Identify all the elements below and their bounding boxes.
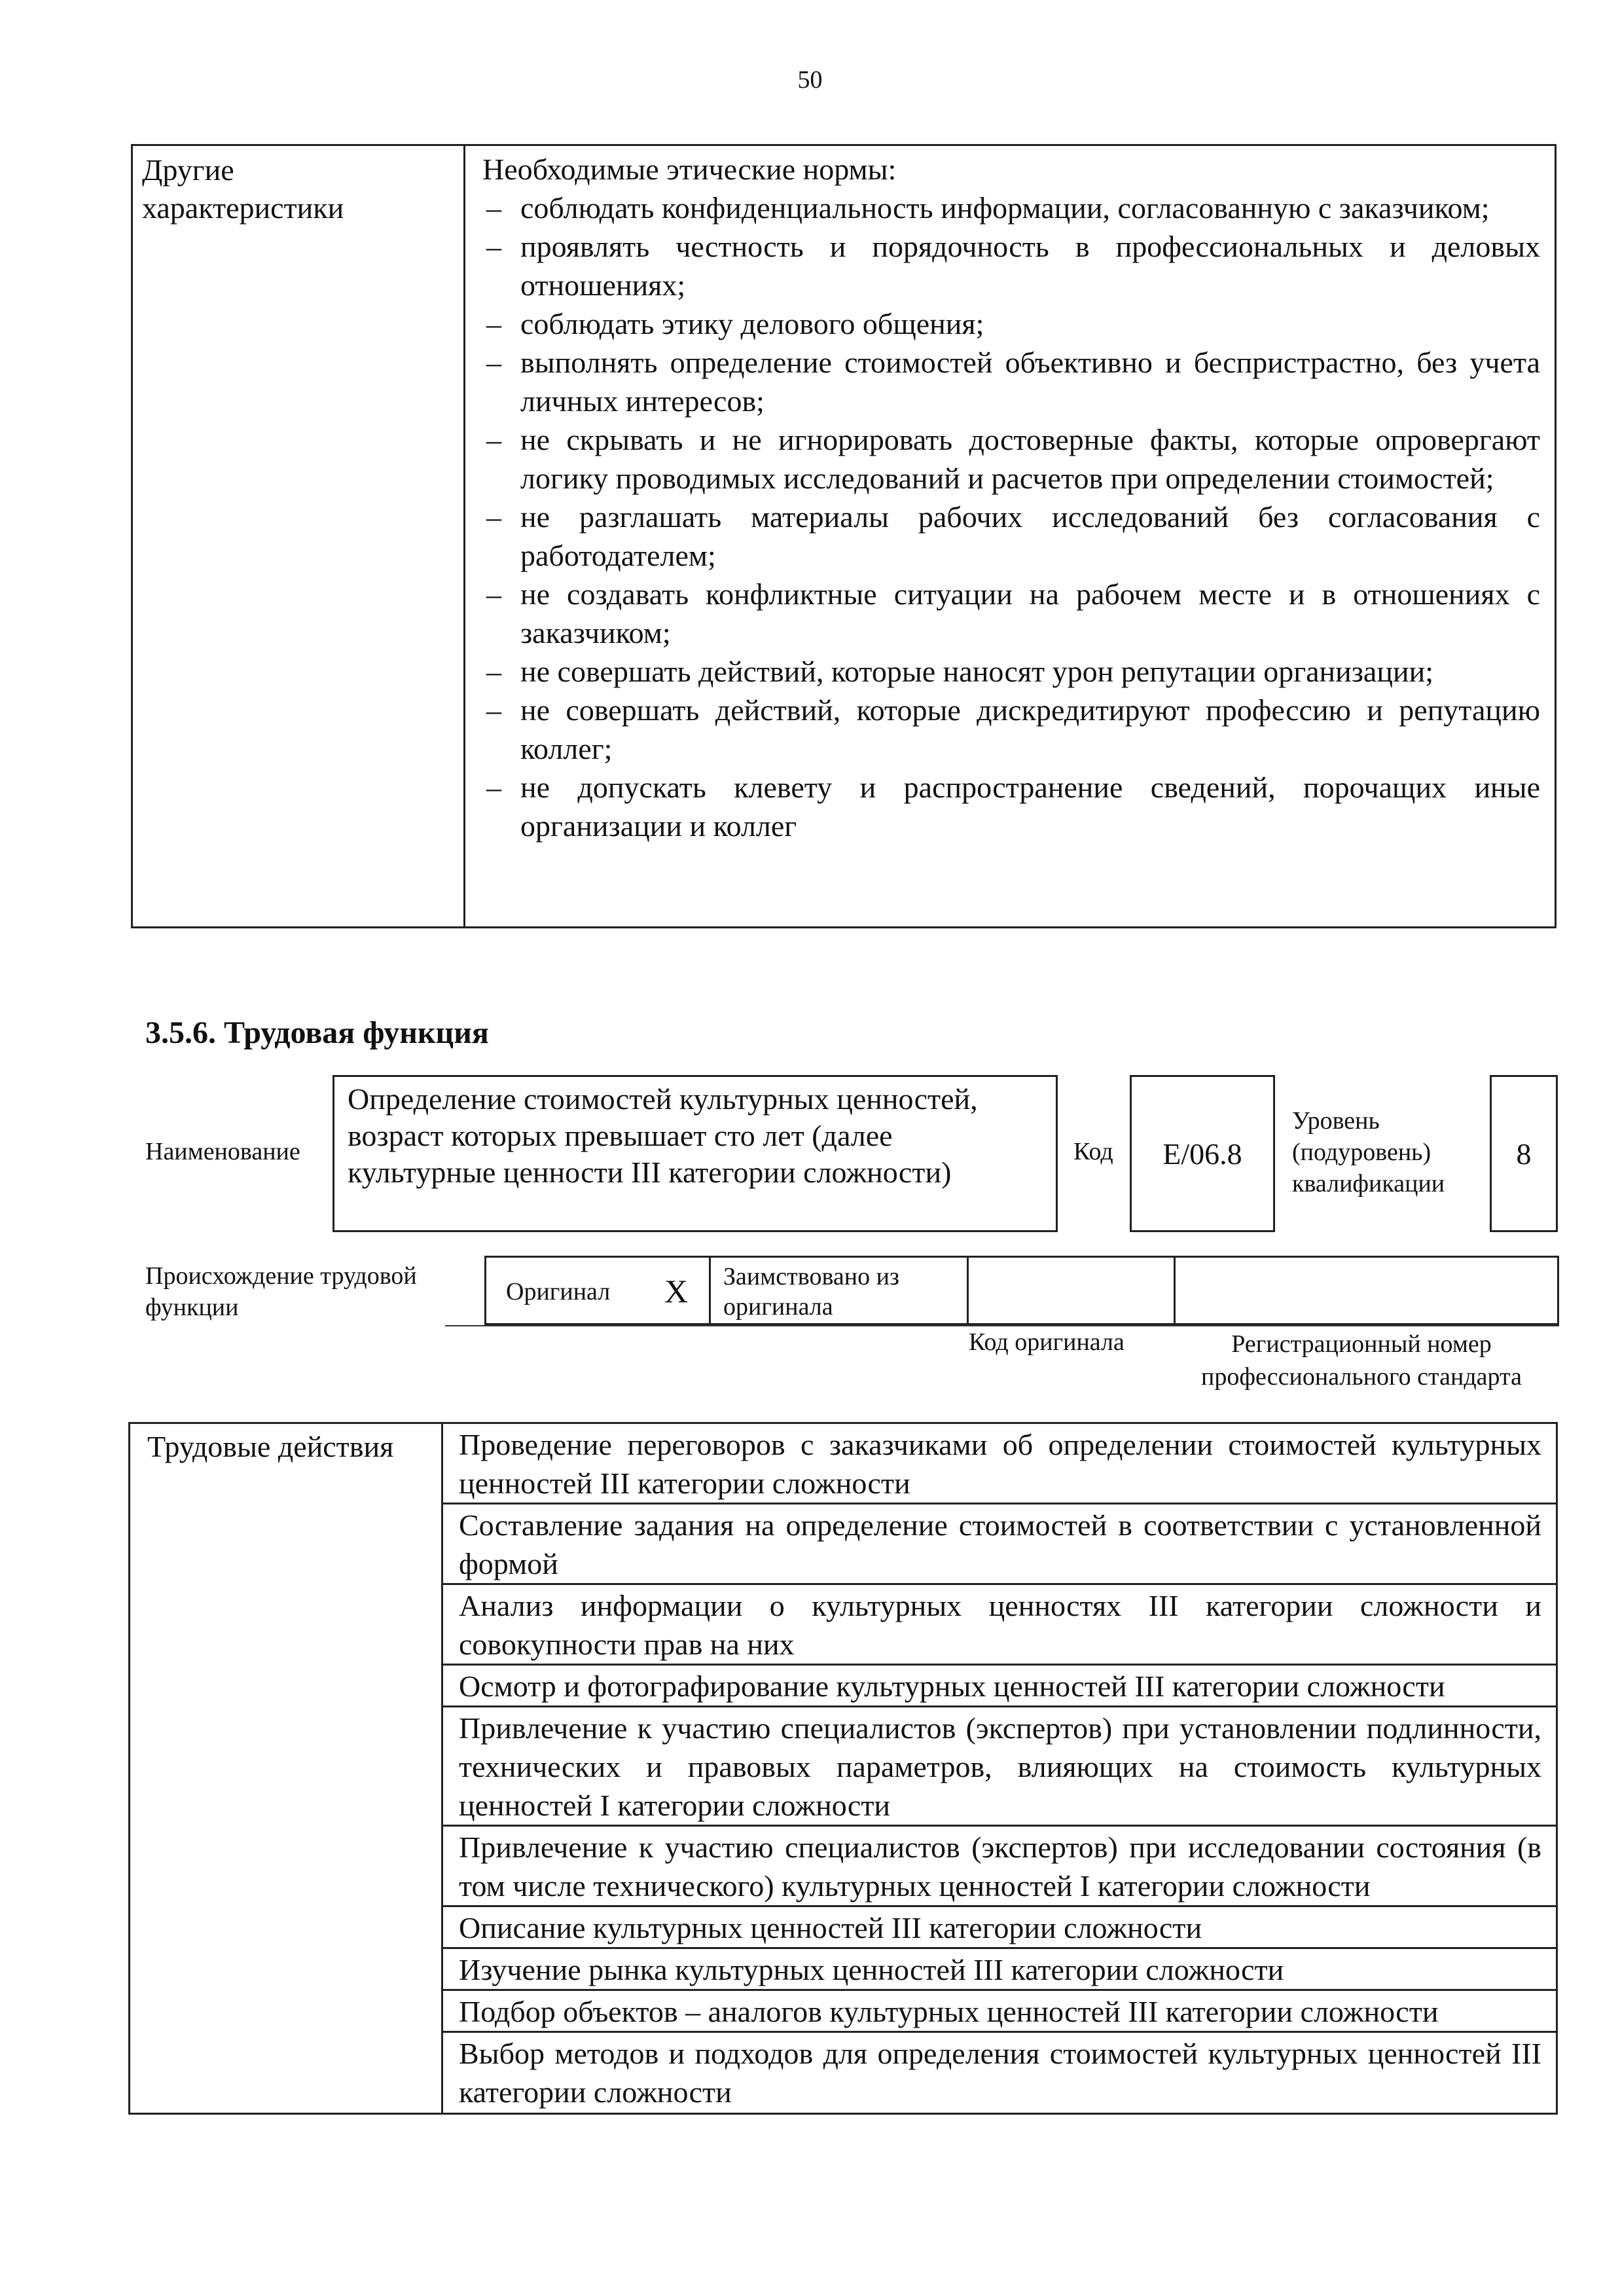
original-code-label: Код оригинала <box>969 1328 1125 1356</box>
origin-label-line: Происхождение трудовой <box>145 1262 417 1290</box>
list-item: – не разглашать материалы рабочих исследований без согласования с работодателем; <box>482 498 1540 575</box>
section-heading: 3.5.6. Трудовая функция <box>145 1015 489 1050</box>
list-item: – не создавать конфликтные ситуации на рабочем месте и в отношениях с заказчиком; <box>482 575 1540 652</box>
cell-divider <box>967 1258 969 1323</box>
cell-divider <box>709 1258 711 1323</box>
other-characteristics-label <box>133 146 465 926</box>
table-row: Подбор объектов – аналогов культурных ценностей III категории сложности <box>443 1991 1556 2033</box>
code-label: Код <box>1073 1138 1113 1165</box>
table-row: Описание культурных ценностей III категории сложности <box>443 1907 1556 1949</box>
table-row: Осмотр и фотографирование культурных ценностей III категории сложности <box>443 1666 1556 1707</box>
ethics-norms-cell <box>465 146 1555 926</box>
origin-underline <box>445 1325 1559 1326</box>
reg-label-line: профессионального стандарта <box>1201 1363 1522 1391</box>
list-item: – выполнять определение стоимостей объективно и беспристрастно, без учета личных интересов; <box>482 343 1540 420</box>
level-label-line: (подуровень) <box>1292 1139 1431 1166</box>
ethics-norms-intro: Необходимые этические нормы: <box>482 153 897 186</box>
qualification-level-value: 8 <box>1516 1137 1532 1171</box>
origin-label-line: функции <box>145 1294 239 1321</box>
borrowed-label-line: Заимствовано из <box>723 1263 899 1290</box>
labor-actions-table <box>128 1422 1558 2115</box>
code-value-box <box>1130 1075 1275 1232</box>
origin-label <box>145 1260 417 1323</box>
table-row: Изучение рынка культурных ценностей III категории сложности <box>443 1949 1556 1991</box>
name-label: Наименование <box>145 1138 300 1165</box>
page-number: 50 <box>797 66 823 94</box>
origin-table <box>484 1256 1559 1325</box>
code-value: E/06.8 <box>1162 1137 1242 1171</box>
table-row: Составление задания на определение стоимостей в соответствии с установленной формой <box>443 1504 1556 1585</box>
table-row: Выбор методов и подходов для определения стоимостей культурных ценностей III категории сложности <box>459 2037 1541 2109</box>
table-row: Анализ информации о культурных ценностях III категории сложности и совокупности прав на них <box>443 1585 1556 1666</box>
cell-divider <box>1174 1258 1176 1323</box>
table-row: Привлечение к участию специалистов (экспертов) при установлении подлинности, технических и правовых параметров, влияющих на стоимость культурных ценностей I категории сложности <box>443 1707 1556 1827</box>
list-item: – не совершать действий, которые дискредитируют профессию и репутацию коллег; <box>482 691 1540 768</box>
label-line: Другие <box>142 153 234 187</box>
function-name-box: Определение стоимостей культурных ценностей, возраст которых превышает сто лет (далее культурные ценности III категории сложности) <box>333 1075 1058 1232</box>
labor-actions-label: Трудовые действия <box>130 1424 443 2113</box>
table-row: Привлечение к участию специалистов (экспертов) при исследовании состояния (в том числе технического) культурных ценностей I категории сложности <box>443 1827 1556 1907</box>
level-label-line: Уровень <box>1292 1107 1380 1135</box>
borrowed-label <box>723 1262 899 1322</box>
borrowed-label-line: оригинала <box>723 1293 833 1321</box>
original-label: Оригинал <box>506 1278 611 1305</box>
list-item: – проявлять честность и порядочность в профессиональных и деловых отношениях; <box>482 227 1540 304</box>
original-mark: X <box>664 1273 689 1309</box>
list-item: – не совершать действий, которые наносят урон репутации организации; <box>482 652 1540 691</box>
list-item: – соблюдать конфиденциальность информации, согласованную с заказчиком; <box>482 189 1540 227</box>
list-item: – не скрывать и не игнорировать достоверные факты, которые опровергают логику проводимых исследований и расчетов при определении стоимостей; <box>482 420 1540 498</box>
other-characteristics-table <box>131 144 1557 928</box>
qualification-level-box <box>1490 1075 1558 1232</box>
list-item: – соблюдать этику делового общения; <box>482 304 1540 343</box>
level-label-line: квалификации <box>1292 1170 1445 1197</box>
registration-number-label <box>1178 1328 1545 1393</box>
list-item: – не допускать клевету и распространение сведений, порочащих иные организации и коллег <box>482 768 1540 845</box>
labor-actions-list <box>443 1424 1556 2113</box>
table-row: Проведение переговоров с заказчиками об определении стоимостей культурных ценностей III категории сложности <box>443 1424 1556 1504</box>
qualification-level-label <box>1292 1105 1445 1199</box>
reg-label-line: Регистрационный номер <box>1231 1330 1492 1358</box>
ethics-norms-list <box>482 189 1540 845</box>
label-line: характеристики <box>142 191 344 225</box>
